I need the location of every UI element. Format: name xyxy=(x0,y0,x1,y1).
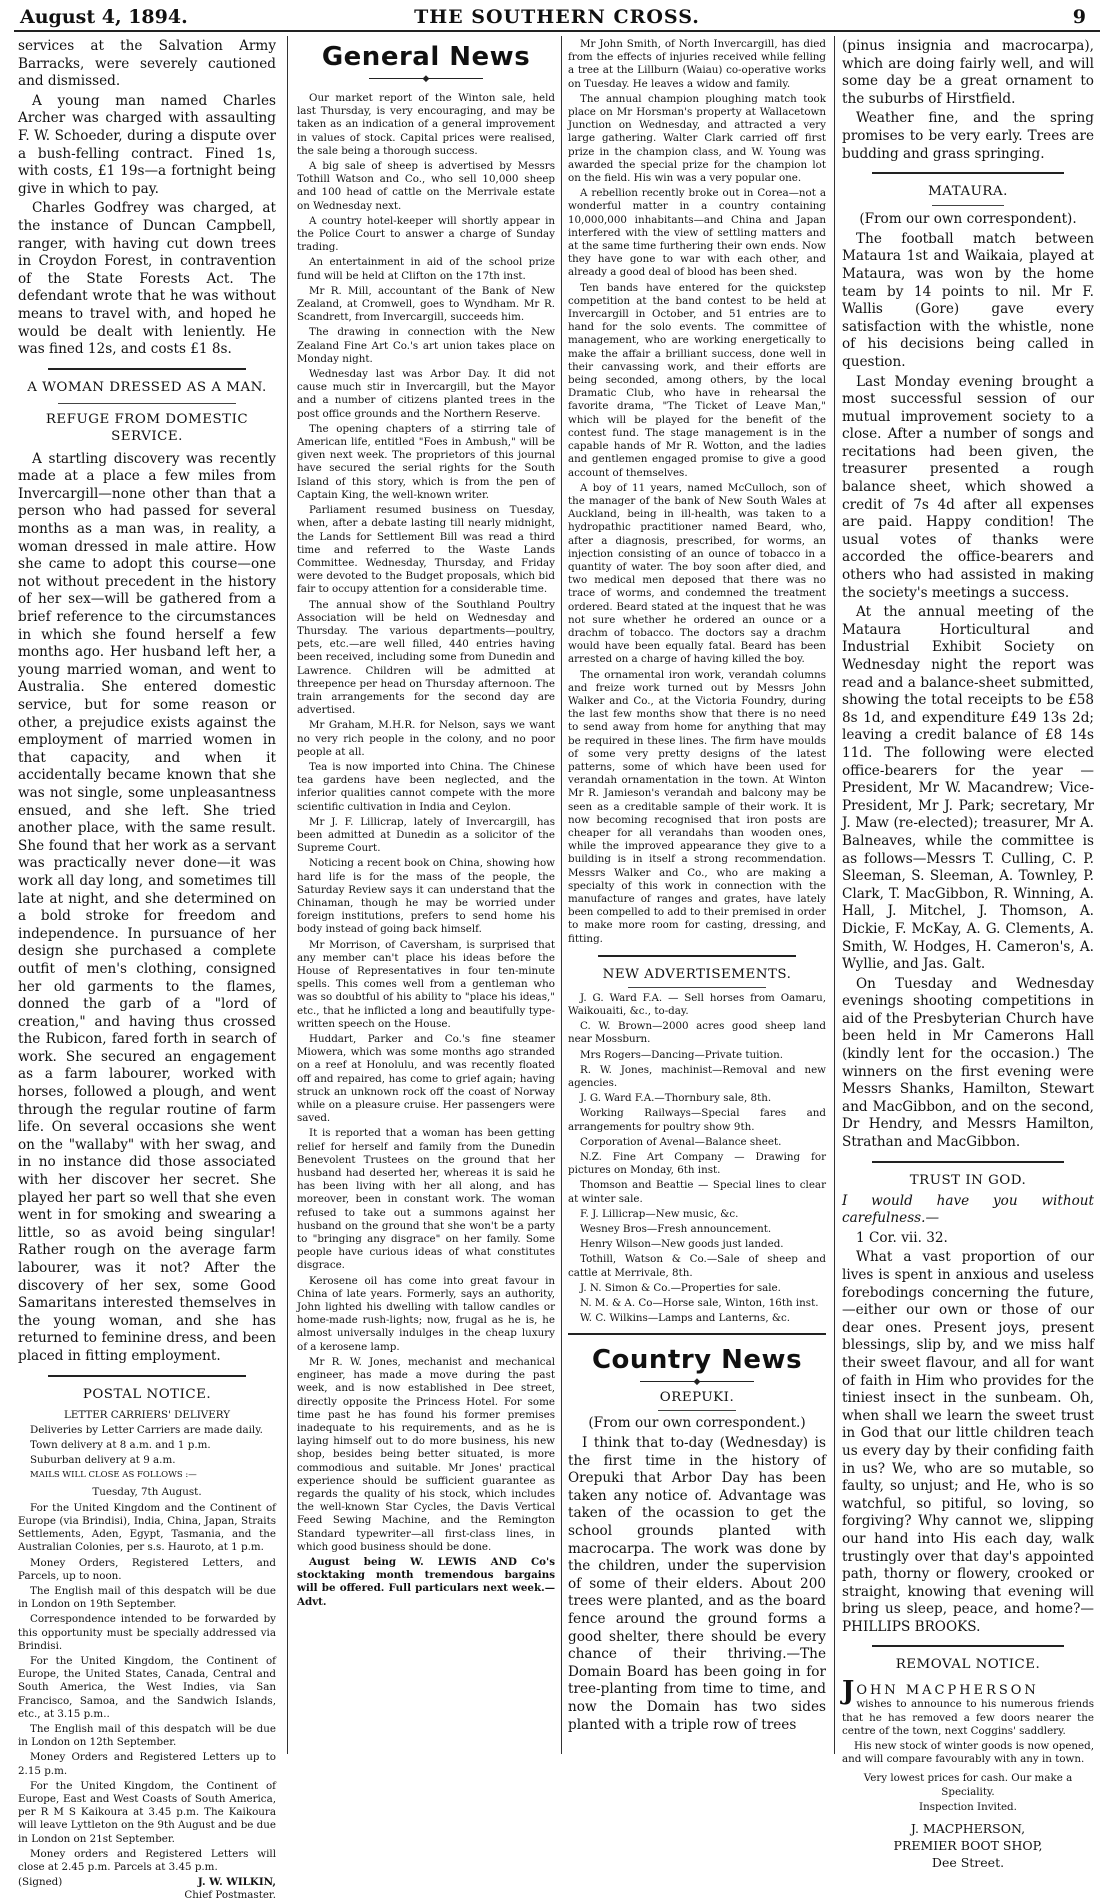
section-rule xyxy=(48,368,246,370)
news-item: A country hotel-keeper will shortly appear in the Police Court to answer a charge of Sunday trading. xyxy=(297,214,555,254)
news-item: August being W. LEWIS AND Co's stocktaking month tremendous bargains will be offered. Full particulars next week.—Advt. xyxy=(297,1555,555,1608)
page-number: 9 xyxy=(1072,6,1086,28)
section-rule xyxy=(598,955,796,957)
notice-paragraph: For the United Kingdom, the Continent of Europe, East and West Coasts of South America, per R M S Kaikoura at 3.45 p.m. The Kaikoura will leave Lyttleton on the 9th August and be due in London on 21st September. xyxy=(18,1779,276,1845)
column-4 xyxy=(842,38,1094,1871)
ad-line: J. G. Ward F.A. — Sell horses from Oamaru, Waikouaiti, &c., to-day. xyxy=(568,991,826,1018)
article-paragraph: I think that to-day (Wednesday) is the first time in the history of Orepuki that Arbor Day has been taken any notice of. Advantage was taken of the ocassion to get the school grounds planted with macrocarpa. The work was done by the children, under the supervision of some of their elders. About 200 trees were planted, and as the board fence around the ground forms a good shelter, there should be every chance of their thriving.—The Domain Board has been going in for tree-planting from time to time, and now the Domain has two sides planted with a triple row of trees xyxy=(568,1435,826,1733)
ad-line: Working Railways—Special fares and arrangements for poultry show 9th. xyxy=(568,1107,826,1133)
ad-line: Wesney Bros—Fresh announcement. xyxy=(580,1223,772,1236)
article-paragraph: A young man named Charles Archer was charged with assaulting F. W. Schoeder, during a dispute over a bush-felling contract. Fined 1s, with costs, £1 19s—a fortnight being give in which to pay. xyxy=(18,92,276,197)
section-rule xyxy=(568,1333,826,1335)
column-3 xyxy=(568,38,826,1753)
article-paragraph: A startling discovery was recently made at a place a few miles from Invercargill—none other than that a person who had passed for several months as a man was, in reality, a woman dressed in male attire. How she came to adopt this course—one not without precedent in the history of her sex—will be gathered from a brief reference to the circumstances in which she found herself a few months ago. Her husband left her, a young married woman, and went to Australia. She entered domestic service, but for some reason or other, a prejudice exists against the employment of married women in that capacity, and when it accidentally became known that she was not single, some unpleasantness ensued, and she left. She tried another place, with the same result. She found that her work as a servant was practically never done—it was work all day long, and sometimes till late at night, and she determined on a bold stroke for freedom and independence. In pursuance of her design she purchased a complete outfit of men's clothing, consigned her old garments to the flames, donned the garb of a "lord of creation," and having thus crossed the Rubicon, fared forth in search of work. She secured an engagement as a farm labourer, worked with horses, followed a plough, and went through the regular routine of farm life. On several occasions she went on the "wallaby" with her swag, and in no instance did those associated with her discover her secret. She played her part so well that she even went in for smoking and swearing a little, so as avoid being singular! Rather rough on the average farm labourer, was it not? After the discovery of her sex, some Good Samaritans interested themselves in the young woman, and she has returned to feminine dress, and been placed in fitting employment. xyxy=(18,450,276,1364)
news-item: The annual champion ploughing match took place on Mr Horsman's property at Wallacetown Junction on Wednesday, and attracted a very large gathering. Walter Clark carried off first prize in the champion class, and W. Young was awarded the special prize for the champion lot on the field. His win was a very popular one. xyxy=(568,92,826,185)
notice-signature xyxy=(18,1876,276,1889)
notice-headline: REMOVAL NOTICE. xyxy=(895,1657,1041,1673)
news-item: A rebellion recently broke out in Corea—not a wonderful matter in a country containing 10,000,000 inhabitants—and China and Japan interfered with the view of settling matters and at the same time furthering their own ends. Now they have gone to war with each other, and already a good deal of blood has been shed. xyxy=(568,187,826,279)
byline: (From our own correspondent.) xyxy=(588,1415,806,1432)
news-item: The drawing in connection with the New Zealand Fine Art Co.'s art union takes place on Monday night. xyxy=(297,326,555,365)
section-rule xyxy=(58,403,236,404)
news-item: Our market report of the Winton sale, held last Thursday, is very encouraging, and may be taken as an indication of a general improvement in values of stock. Capital prices were realised, the sale being a thorough success. xyxy=(297,92,555,157)
ad-line: C. W. Brown—2000 acres good sheep land near Mossburn. xyxy=(568,1020,826,1046)
ad-signature: Dee Street. xyxy=(931,1855,1005,1871)
section-rule xyxy=(872,172,1064,174)
column-1 xyxy=(18,38,276,1902)
scripture-reference: 1 Cor. vii. 32. xyxy=(856,1229,948,1246)
news-item: A big sale of sheep is advertised by Messrs Tothill Watson and Co., who sell 10,000 sheep and 100 head of cattle on the Merrivale estate on Wednesday next. xyxy=(297,160,555,212)
ad-paragraph: wishes to announce to his numerous friends that he has removed a few doors nearer the centre of the town, next Coggins' saddlery. xyxy=(842,1698,1094,1737)
notice-paragraph: The English mail of this despatch will be due in London on 19th September. xyxy=(18,1585,276,1611)
ad-line: Mrs Rogers—Dancing—Private tuition. xyxy=(580,1048,783,1061)
article-headline: A WOMAN DRESSED AS A MAN. xyxy=(27,379,267,395)
column-divider xyxy=(834,36,835,1754)
section-rule xyxy=(932,205,1004,206)
news-item: Mr J. F. Lillicrap, lately of Invercargill, has been admitted at Dunedin as a solicitor of the Supreme Court. xyxy=(297,815,555,855)
column-divider xyxy=(287,36,288,1754)
ad-line: Inspection Invited. xyxy=(919,1800,1017,1813)
ad-signature: J. MACPHERSON, xyxy=(910,1821,1026,1837)
ads-headline: NEW ADVERTISEMENTS. xyxy=(602,966,792,982)
news-item: Noticing a recent book on China, showing how hard life is for the mass of the people, the Saturday Review says it can understand that the Chinaman, though he may be worried under foreign institutions, prefers to send home his body instead of going back himself. xyxy=(297,857,555,936)
scripture-quote: I would have you without carefulness.— xyxy=(842,1192,1094,1227)
issue-date: August 4, 1894. xyxy=(20,6,188,28)
notice-line: Town delivery at 8 a.m. and 1 p.m. xyxy=(30,1438,211,1451)
column-divider xyxy=(561,36,562,1754)
ad-signature: PREMIER BOOT SHOP, xyxy=(893,1838,1043,1854)
news-item: Mr John Smith, of North Invercargill, has died from the effects of injuries received while felling a tree at the Lillburn (Waiau) co-operative works on Tuesday. He leaves a widow and family. xyxy=(568,38,826,90)
section-rule xyxy=(658,1410,736,1411)
ad-line: Tothill, Watson & Co.—Sale of sheep and cattle at Merrivale, 8th. xyxy=(568,1253,826,1279)
notice-line: Tuesday, 7th August. xyxy=(92,1485,202,1498)
section-rule xyxy=(872,1161,1064,1163)
ad-line: Corporation of Avenal—Balance sheet. xyxy=(580,1135,782,1148)
section-rule xyxy=(872,1645,1064,1647)
news-item: It is reported that a woman has been getting relief for herself and family from the Dunedin Benevolent Trustees on the ground that her husband had deserted her, whereas it is said he has been living with her all along, and has moreover, been in constant work. The woman refused to take out a summons against her husband on the ground that she won't be a party to "bringing any disgrace" on her family. Some people have curious ideas of what constitutes disgrace. xyxy=(297,1127,555,1272)
header-rule xyxy=(14,30,1100,32)
ad-line: N.Z. Fine Art Company — Drawing for pictures on Monday, 6th inst. xyxy=(568,1151,826,1177)
notice-line: Suburban delivery at 9 a.m. xyxy=(30,1454,176,1467)
news-item: The annual show of the Southland Poultry Association will be held on Wednesday and Thursday. The various departments—poultry, pets, etc.—are well filled, 440 entries having been received, including some from Dunedin and Lawrence. Children will be admitted at threepence per head on Thursday afternoon. The train arrangements for the second day are advertised. xyxy=(297,598,555,717)
ornament-rule: ◆ xyxy=(568,1377,826,1387)
article-paragraph: services at the Salvation Army Barracks, were severely cautioned and dismissed. xyxy=(18,38,276,90)
notice-paragraph: Money Orders, Registered Letters, and Parcels, up to noon. xyxy=(18,1556,276,1582)
drop-cap: J xyxy=(842,1676,855,1707)
news-item: Mr R. Mill, accountant of the Bank of New Zealand, at Cromwell, goes to Wyndham. Mr R. Scandrett, from Invercargill, succeeds him. xyxy=(297,284,555,324)
section-rule xyxy=(628,987,766,988)
news-item: Ten bands have entered for the quickstep competition at the band contest to be held at Invercargill in October, and 51 entries are to hand for the solo events. The committee of management, who are working energetically to make the affair a brilliant success, done well in their canvassing work, and their efforts are being seconded, among others, by the local Dramatic Club, who have in rehearsal the favorite drama, "The Ticket of Leave Man," which will be played for the benefit of the contest fund. The stage management is in the capable hands of Mr R. Wotton, and the ladies and gentlemen engaged promise to give a good account of themselves. xyxy=(568,281,826,479)
news-item: An entertainment in aid of the school prize fund will be held at Clifton on the 17th inst. xyxy=(297,256,555,282)
ad-line: Henry Wilson—New goods just landed. xyxy=(580,1238,784,1251)
notice-paragraph: Correspondence intended to be forwarded by this opportunity must be specially addressed via Brindisi. xyxy=(18,1613,276,1652)
notice-line: Deliveries by Letter Carriers are made daily. xyxy=(30,1423,263,1436)
article-paragraph: (pinus insignia and macrocarpa), which are doing fairly well, and will some day be a great ornament to the suburbs of Hirstfield. xyxy=(842,38,1094,107)
ad-line: Very lowest prices for cash. Our make a Speciality. xyxy=(863,1772,1073,1798)
article-headline: TRUST IN GOD. xyxy=(909,1172,1027,1188)
news-item: Parliament resumed business on Tuesday, when, after a debate lasting till nearly midnight, the Lands for Settlement Bill was read a third time and referred to the Waste Lands Committee. Wednesday, Thursday, and Friday were devoted to the Budget proposals, which bid fair to occupy attention for a considerable time. xyxy=(297,504,555,596)
notice-paragraph: The English mail of this despatch will be due in London on 12th September. xyxy=(18,1723,276,1749)
notice-paragraph: Money Orders and Registered Letters up to 2.15 p.m. xyxy=(18,1751,276,1777)
newspaper-title: THE SOUTHERN CROSS. xyxy=(414,6,700,28)
ad-line: R. W. Jones, machinist—Removal and new agencies. xyxy=(568,1063,826,1090)
advertiser-name: OHN MACPHERSON xyxy=(856,1683,1039,1699)
ad-paragraph: His new stock of winter goods is now opened, and will compare favourably with any in town. xyxy=(842,1740,1094,1766)
column-2 xyxy=(297,38,555,1753)
news-item: Huddart, Parker and Co.'s fine steamer Miowera, which was some months ago stranded on a reef at Honolulu, and was recently floated off and repaired, has come to grief again; having struck an unknown rock off the coast of Norway while on a pleasure cruise. Her passengers were saved. xyxy=(297,1033,555,1125)
article-paragraph: The football match between Mataura 1st and Waikaia, played at Mataura, was won by the home team by 14 points to nil. Mr F. Wallis (Gore) gave every satisfaction with the whistle, none of his decisions being called in question. xyxy=(842,230,1094,370)
news-item: The opening chapters of a stirring tale of American life, entitled "Foes in Ambush," will be given next week. The proprietors of this journal have secured the serial rights for the South Island of this story, which is from the pen of Captain King, the well-known writer. xyxy=(297,422,555,501)
signer-name: J. W. WILKIN, xyxy=(197,1876,276,1889)
section-banner-general-news: General News xyxy=(321,42,531,72)
notice-paragraph: For the United Kingdom and the Continent of Europe (via Brindisi), India, China, Japan, Straits Settlements, Aden, Egypt, Tasmania, and the Australian Colonies, per s.s. Hauroto, at 1 p.m. xyxy=(18,1501,276,1554)
ad-line: W. C. Wilkins—Lamps and Lanterns, &c. xyxy=(580,1312,791,1325)
article-paragraph: Last Monday evening brought a most successful session of our mutual improvement society to a close. After a number of songs and recitations had been given, the treasurer presented a rough balance sheet, which showed a credit of 7s 4d after all expenses are paid. Happy condition! The usual votes of thanks were accorded the office-bearers and others who had assisted in making the society's meetings a success. xyxy=(842,373,1094,601)
notice-line: MAILS WILL CLOSE AS FOLLOWS :— xyxy=(30,1470,197,1481)
news-item: Kerosene oil has come into great favour in China of late years. Formerly, says an authority, John lighted his dwelling with tallow candles or home-made rush-lights; now, frugal as he is, he almost universally indulges in the cheap luxury of a kerosene lamp. xyxy=(297,1274,555,1353)
news-item: Tea is now imported into China. The Chinese tea gardens have been neglected, and the inferior qualities cannot compete with the more scientific cultivation in India and Ceylon. xyxy=(297,760,555,813)
article-paragraph: At the annual meeting of the Mataura Horticultural and Industrial Exhibit Society on Wednesday night the report was read and a balance-sheet submitted, showing the total receipts to be £58 8s 1d, and expenditure £49 13s 2d; leaving a credit balance of £8 14s 11d. The following were elected office-bearers for the year — President, Mr W. Macandrew; Vice-President, Mr J. Park; secretary, Mr J. Maw (re-elected); treasurer, Mr A. Balneaves, while the committee is as follows—Messrs T. Culling, C. P. Sleeman, S. Sleeman, A. Townley, P. Clark, T. MacGibbon, R. Winning, A. Hall, J. Mitchel, J. Thomson, A. Dickie, F. McKay, A. G. Clements, A. Smith, W. Hodges, H. Cameron's, A. Wyllie, and Jas. Galt. xyxy=(842,604,1094,973)
news-item: Mr R. W. Jones, mechanist and mechanical engineer, has made a move during the past week, and is now established in Dee street, directly opposite the Princess Hotel. For some time past he has found his former premises inadequate to his requirements, and as he is laying himself out to do more business, his new shop, besides being better situated, is more commodious and suitable. Mr Jones' practical experience should be sufficient guarantee as regards the quality of his stock, which includes the well-known Star Cycles, the Davis Vertical Feed Sewing Machine, and the Remington Standard typewriter—all first-class lines, in which good business should be done. xyxy=(297,1355,555,1553)
article-paragraph: On Tuesday and Wednesday evenings shooting competitions in aid of the Presbyterian Church have been held in Mr Camerons Hall (kindly lent for the occasion.) The winners on the first evening were Messrs Shanks, Hamilton, Stewart and MacGibbon, and on the second, Dr Hendry, and Messrs Hamilton, Strathan and MacGibbon. xyxy=(842,975,1094,1151)
ad-line: J. G. Ward F.A.—Thornbury sale, 8th. xyxy=(580,1092,772,1105)
ad-line: F. J. Lillicrap—New music, &c. xyxy=(580,1207,739,1220)
article-subheadline: REFUGE FROM DOMESTIC SERVICE. xyxy=(45,411,249,444)
signer-title: Chief Postmaster. xyxy=(184,1889,276,1902)
news-item: Mr Morrison, of Caversham, is surprised that any member can't place his ideas before the House of Representatives in four ten-minute spells. This comes well from a gentleman who was so doubtful of his ability to "place his ideas," etc., that he inflicted a long and beautifully type-written speech on the House. xyxy=(297,938,555,1030)
news-item: Wednesday last was Arbor Day. It did not cause much stir in Invercargill, but the Mayor and a number of citizens planted trees in the post office grounds and the Northern Reserve. xyxy=(297,368,555,420)
notice-headline: POSTAL NOTICE. xyxy=(82,1386,212,1402)
article-headline: OREPUKI. xyxy=(659,1390,735,1406)
section-rule xyxy=(48,1375,246,1377)
ad-line: Thomson and Beattie — Special lines to clear at winter sale. xyxy=(568,1179,826,1205)
notice-paragraph: Money orders and Registered Letters will close at 2.45 p.m. Parcels at 3.45 p.m. xyxy=(18,1847,276,1874)
section-banner-country-news: Country News xyxy=(591,1345,803,1376)
ad-line: J. N. Simon & Co.—Properties for sale. xyxy=(580,1281,781,1294)
article-paragraph: Weather fine, and the spring promises to be very early. Trees are budding and grass springing. xyxy=(842,110,1094,162)
signed-label: (Signed) xyxy=(18,1876,63,1889)
notice-paragraph: For the United Kingdom, the Continent of Europe, the United States, Canada, Central and South America, the West Indies, via San Francisco, Samoa, and the Sandwich Islands, etc., at 3.15 p.m.. xyxy=(18,1655,276,1720)
news-item: A boy of 11 years, named McCulloch, son of the manager of the bank of New South Wales at Auckland, being in ill-health, was taken to a hydropathic practitioner named Beard, who, after a diagnosis, prescribed, for worms, an injection consisting of an ounce of tobacco in a quantity of water. The boy soon after died, and two medical men deposed that there was no trace of worms, and condemned the treatment ordered. Beard stated at the inquest that he was not sure whether he ordered an ounce or a drachm of tobacco. The doctors say a drachm would have been equally fatal. Beard has been arrested on a charge of having killed the boy. xyxy=(568,481,826,666)
page-header xyxy=(20,4,1094,30)
ad-line: N. M. & A. Co—Horse sale, Winton, 16th inst. xyxy=(580,1297,819,1310)
news-item: The ornamental iron work, verandah columns and freize work turned out by Messrs John Walker and Co., at the Victoria Foundry, during the last few months show that there is no need to send away from home for anything that may be required in these lines. The firm have moulds of some very pretty designs of the latest patterns, some of which have been used for verandah ornamentation in the town. At Winton Mr R. Jamieson's verandah and balcony may be seen as a creditable sample of their work. It is now becoming recognised that iron posts are cheaper for all verandahs than wooden ones, while the improved appearance they give to a building is in itself a strong recommendation. Messrs Walker and Co., who are making a specialty of this work in connection with the manufacture of ranges and grates, have lately been compelled to add to their premised in order to make more room for casting, dressing, and fitting. xyxy=(568,668,826,945)
ornament-rule: ◆ xyxy=(297,74,555,84)
news-item: Mr Graham, M.H.R. for Nelson, says we want no very rich people in the colony, and no poor people at all. xyxy=(297,719,555,758)
byline: (From our own correspondent). xyxy=(859,211,1077,228)
article-headline: MATAURA. xyxy=(928,184,1008,200)
article-paragraph: What a vast proportion of our lives is spent in anxious and useless forebodings concerning the future,—either our own or those of our dear ones. Present joys, present blessings, slip by, and we miss half their sweet flavour, and all for want of faith in Him who provides for the tiniest insect in the sunbeam. Oh, when shall we learn the sweet trust in God that our little children teach us every day by their confiding faith in us? We, who are so mutable, so faulty, so unjust; and He, who is so watchful, so pitiful, so loving, so forgiving? Why cannot we, slipping our hand into His each day, walk trustingly over that day's appointed path, thorny or flowery, crooked or straight, knowing that evening will bring us sleep, peace, and home?—PHILLIPS BROOKS. xyxy=(842,1249,1094,1635)
advertisement xyxy=(842,1676,1094,1871)
notice-subheadline: LETTER CARRIERS' DELIVERY xyxy=(63,1408,230,1421)
article-paragraph: Charles Godfrey was charged, at the instance of Duncan Campbell, ranger, with having cut down trees in Croydon Forest, in contravention of the State Forests Act. The defendant wrote that he was without means to travel with, and hoped he would be dealt with leniently. He was fined 12s, and costs £1 8s. xyxy=(18,200,276,358)
